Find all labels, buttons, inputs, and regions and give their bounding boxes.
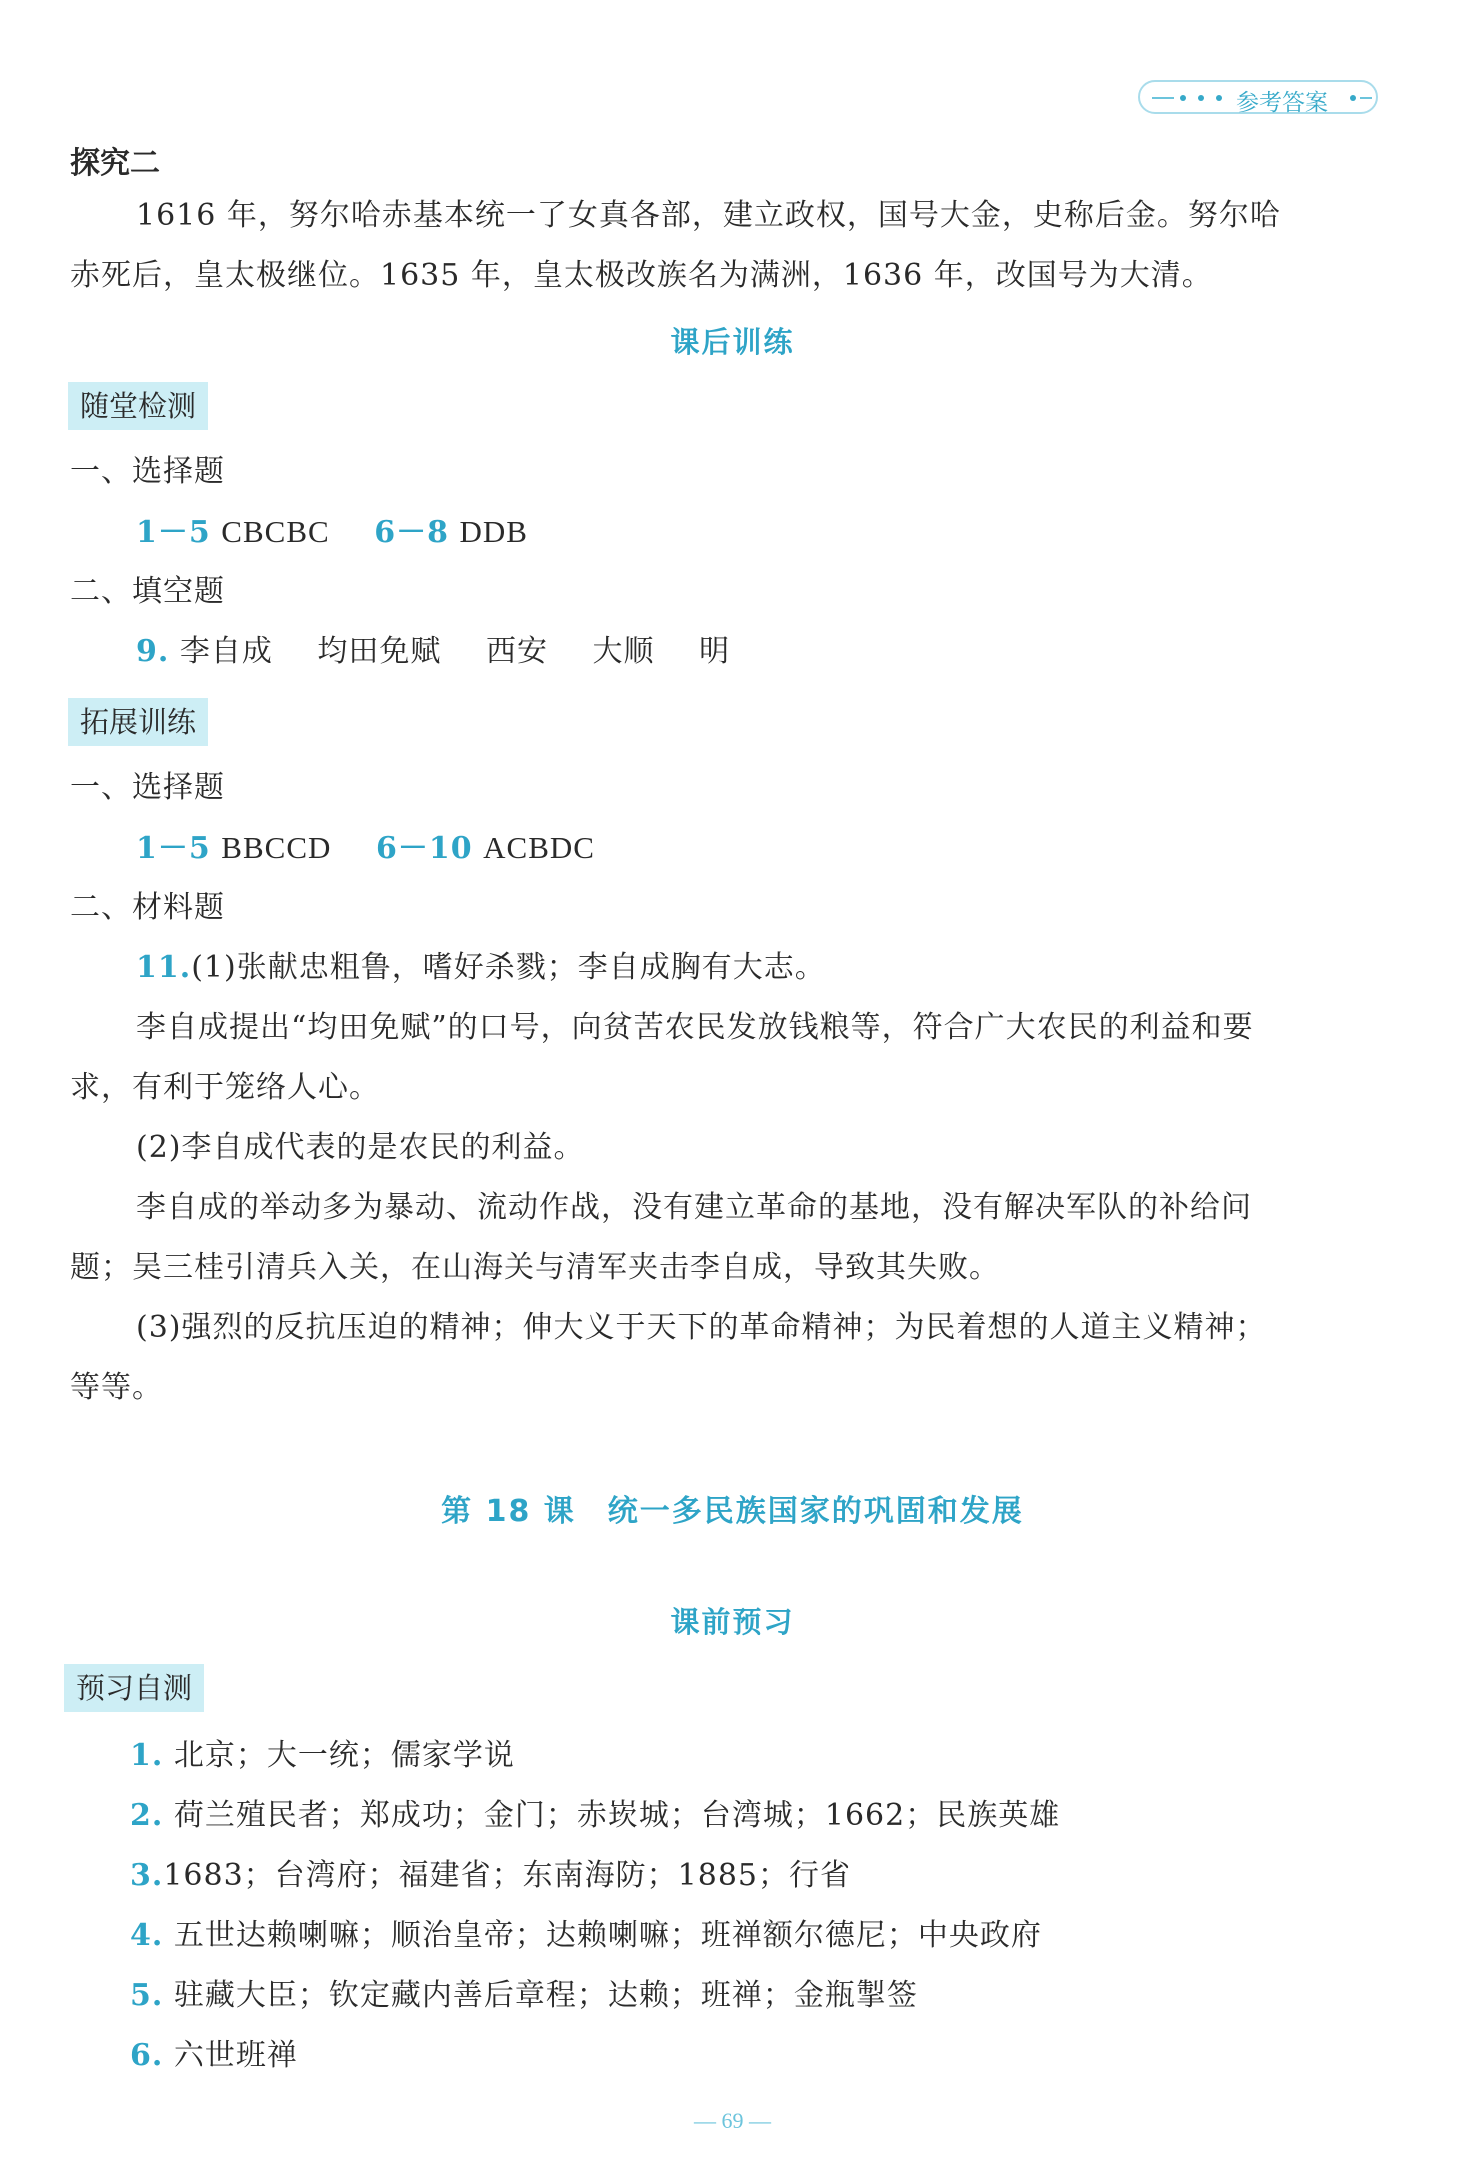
tuozhan-answer-b: ACBDC bbox=[483, 830, 595, 865]
q11-number: 11. bbox=[136, 950, 192, 985]
q11-p2-line1: 李自成提出“均田免赋”的口号，向贫苦农民发放钱粮等，符合广大农民的利益和要 bbox=[136, 1010, 1254, 1045]
item-text: 荷兰殖民者；郑成功；金门；赤崁城；台湾城；1662；民族英雄 bbox=[173, 1798, 1061, 1833]
tanjiu2-line2: 赤死后，皇太极继位。1635 年，皇太极改族名为满洲，1636 年，改国号为大清。 bbox=[70, 258, 1213, 293]
tanjiu2-heading: 探究二 bbox=[70, 146, 160, 181]
list-item bbox=[130, 1736, 515, 1776]
suitang-q9-row bbox=[136, 632, 730, 672]
item-number: 6. bbox=[130, 2038, 164, 2073]
badge-dot bbox=[1216, 95, 1222, 101]
list-item bbox=[130, 1856, 851, 1896]
tanjiu2-line1: 1616 年，努尔哈赤基本统一了女真各部，建立政权，国号大金，史称后金。努尔哈 bbox=[136, 198, 1281, 233]
badge-dot bbox=[1180, 95, 1186, 101]
tag-tuozhan: 拓展训练 bbox=[68, 698, 208, 746]
q11-part1 bbox=[136, 948, 826, 988]
section-title-keqian: 课前预习 bbox=[670, 1605, 795, 1639]
badge-line-left bbox=[1152, 97, 1174, 99]
page-number: — 69 — bbox=[694, 2108, 771, 2133]
lesson18-title: 第 18 课 统一多民族国家的巩固和发展 bbox=[441, 1494, 1024, 1529]
suitang-q1-answers bbox=[136, 512, 528, 553]
suitang-q2-heading: 二、填空题 bbox=[70, 574, 225, 609]
q9-answer: 明 bbox=[699, 634, 731, 669]
tuozhan-range-b: 6－10 bbox=[375, 831, 473, 866]
q9-number: 9. bbox=[136, 634, 170, 669]
q9-answer: 大顺 bbox=[592, 634, 655, 669]
q11-p3: (2)李自成代表的是农民的利益。 bbox=[136, 1130, 585, 1165]
q9-answer: 西安 bbox=[485, 634, 548, 669]
item-number: 3. bbox=[130, 1858, 164, 1893]
badge-label: 参考答案 bbox=[1236, 90, 1328, 116]
q9-answer: 均田免赋 bbox=[317, 634, 442, 669]
q11-part1-text: (1)张献忠粗鲁，嗜好杀戮；李自成胸有大志。 bbox=[191, 950, 826, 985]
tuozhan-answer-a: BBCCD bbox=[221, 830, 332, 865]
answer-key-badge bbox=[1138, 80, 1378, 114]
tuozhan-q1-answers bbox=[136, 828, 595, 869]
item-number: 5. bbox=[130, 1978, 164, 2013]
q11-p2-line2: 求，有利于笼络人心。 bbox=[70, 1070, 380, 1105]
tuozhan-range-a: 1－5 bbox=[136, 831, 211, 866]
badge-line-right bbox=[1360, 97, 1372, 99]
section-title-kehou: 课后训练 bbox=[670, 325, 795, 359]
badge-dot bbox=[1350, 95, 1356, 101]
item-text: 北京；大一统；儒家学说 bbox=[173, 1738, 515, 1773]
tag-yuxi: 预习自测 bbox=[64, 1664, 204, 1712]
item-number: 4. bbox=[130, 1918, 164, 1953]
suitang-q1-heading: 一、选择题 bbox=[70, 454, 225, 489]
tuozhan-q2-heading: 二、材料题 bbox=[70, 890, 225, 925]
suitang-range-a: 1－5 bbox=[136, 515, 211, 550]
q9-answer: 李自成 bbox=[179, 634, 273, 669]
list-item bbox=[130, 1916, 1042, 1956]
item-text: 五世达赖喇嘛；顺治皇帝；达赖喇嘛；班禅额尔德尼；中央政府 bbox=[173, 1918, 1042, 1953]
item-text: 六世班禅 bbox=[173, 2038, 298, 2073]
q11-p5-line2: 等等。 bbox=[70, 1370, 163, 1405]
item-text: 驻藏大臣；钦定藏内善后章程；达赖；班禅；金瓶掣签 bbox=[173, 1978, 918, 2013]
q11-p5-line1: (3)强烈的反抗压迫的精神；伸大义于天下的革命精神；为民着想的人道主义精神； bbox=[136, 1310, 1267, 1345]
list-item bbox=[130, 1976, 918, 2016]
suitang-range-b: 6－8 bbox=[374, 515, 449, 550]
q11-p4-line1: 李自成的举动多为暴动、流动作战，没有建立革命的基地，没有解决军队的补给问 bbox=[136, 1190, 1252, 1225]
q11-p4-line2: 题；吴三桂引清兵入关，在山海关与清军夹击李自成，导致其失败。 bbox=[70, 1250, 1000, 1285]
item-number: 1. bbox=[130, 1738, 164, 1773]
suitang-answer-b: DDB bbox=[459, 514, 528, 549]
tag-suitang: 随堂检测 bbox=[68, 382, 208, 430]
badge-dot bbox=[1198, 95, 1204, 101]
list-item bbox=[130, 1796, 1060, 1836]
list-item bbox=[130, 2036, 298, 2076]
item-number: 2. bbox=[130, 1798, 164, 1833]
item-text: 1683；台湾府；福建省；东南海防；1885；行省 bbox=[163, 1858, 852, 1893]
tuozhan-q1-heading: 一、选择题 bbox=[70, 770, 225, 805]
suitang-answer-a: CBCBC bbox=[221, 514, 330, 549]
